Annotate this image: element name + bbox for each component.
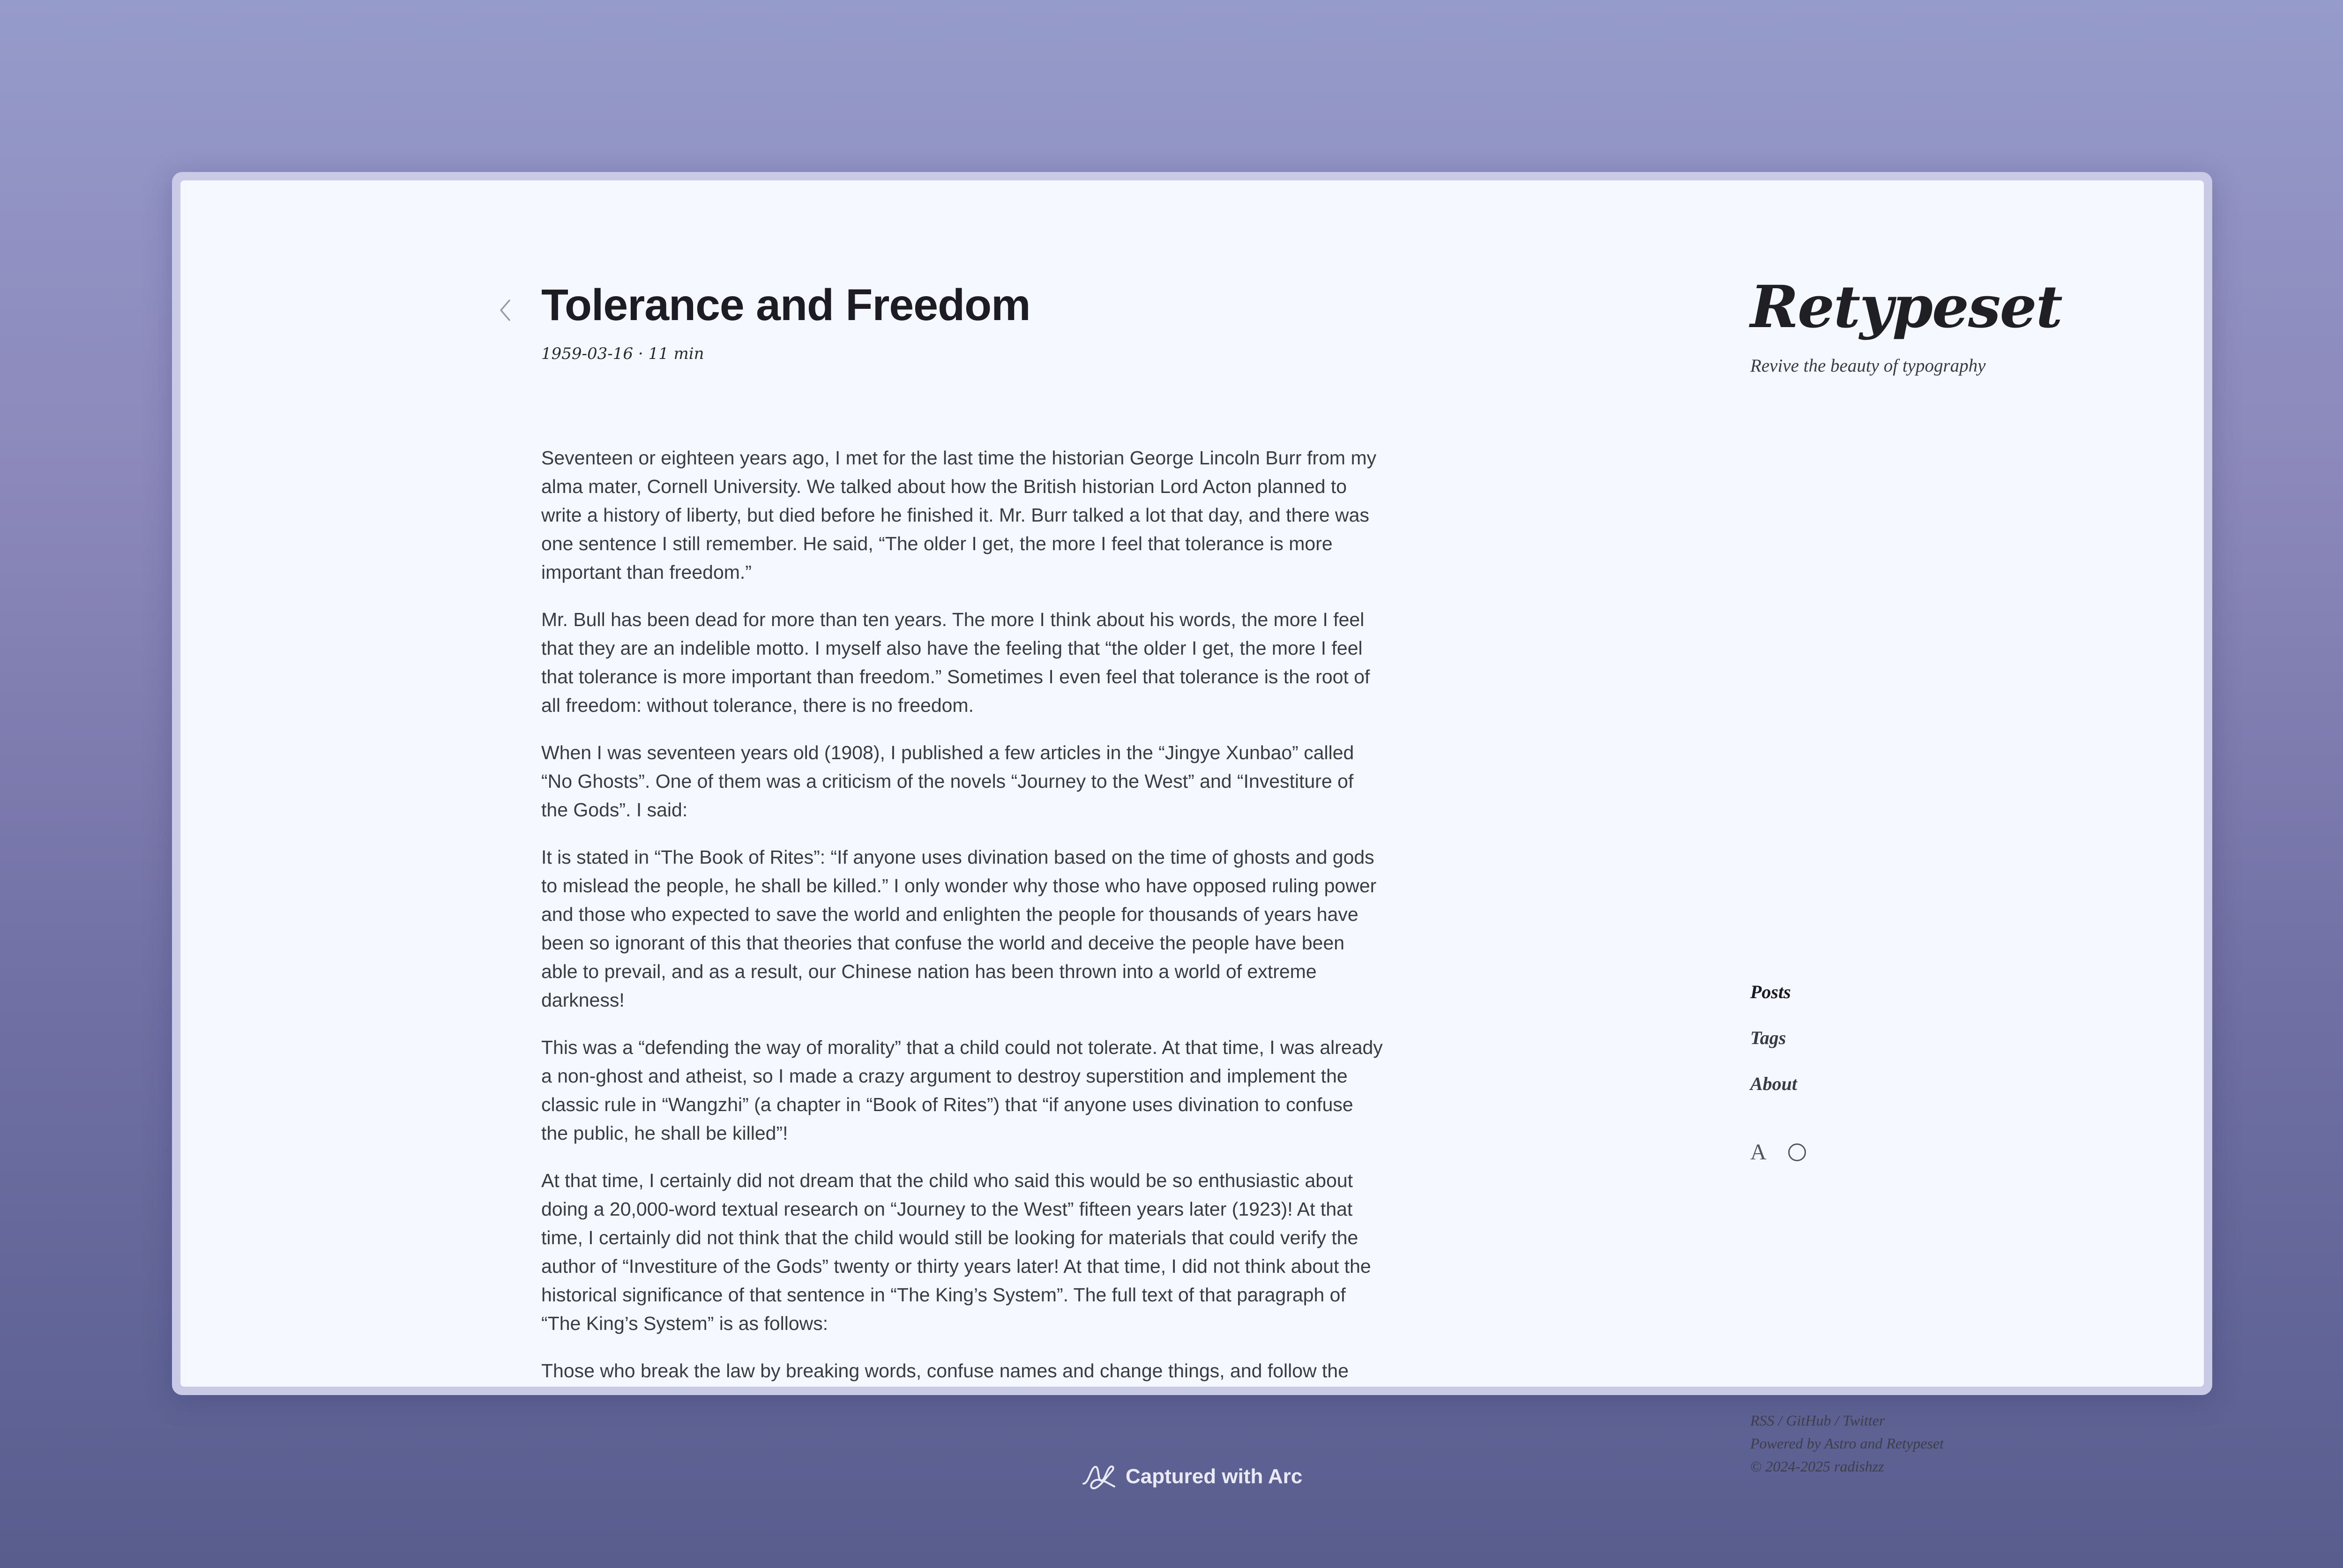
article-paragraph: Those who break the law by breaking words, confuse names and change things, and follow the xyxy=(541,1360,1349,1381)
article-paragraph: It is stated in “The Book of Rites”: “If anyone uses divination based on the time of ghosts and gods to mislead the people, he shall be killed.” I only wonder why those who have opposed ruling power and those who expected to save the world and enlighten the people for thousands of years have been so ignorant of this that theories that confuse the world and deceive the people have been able to prevail, and as a result, our Chinese nation has been thrown into a world of extreme darkness! xyxy=(541,846,1377,1011)
post-title: Tolerance and Freedom xyxy=(541,280,1030,330)
article-body xyxy=(541,444,1385,1404)
site-tagline: Revive the beauty of typography xyxy=(1750,356,1986,376)
back-button[interactable] xyxy=(492,294,520,327)
arc-capture-caption xyxy=(1081,1462,1302,1491)
footer-link-twitter[interactable]: Twitter xyxy=(1843,1412,1885,1429)
nav-item-posts[interactable]: Posts xyxy=(1750,981,1791,1002)
post-meta: 1959-03-16 · 11 min xyxy=(541,344,704,363)
site-nav xyxy=(1750,978,1797,1116)
caption-text: Captured with Arc xyxy=(1126,1465,1303,1488)
article-paragraph: At that time, I certainly did not dream that the child who said this would be so enthusiastic about doing a 20,000-word textual research on “Journey to the West” fifteen years later (1923)! At that time, I certainly did not think that the child would still be looking for materials that could verify the author of “Investiture of the Gods” twenty or thirty years later! At that time, I did not think about the historical significance of that sentence in “The King’s System”. The full text of that paragraph of “The King’s System” is as follows: xyxy=(541,1170,1371,1334)
footer-links xyxy=(1750,1409,1944,1432)
chevron-left-icon xyxy=(492,294,520,327)
footer-separator: / xyxy=(1774,1412,1786,1429)
article-paragraph: Mr. Bull has been dead for more than ten years. The more I think about his words, the more I feel that they are an indelible motto. I myself also have the feeling that “the older I get, the more I feel that tolerance is more important than freedom.” Sometimes I even feel that tolerance is the root of all freedom: without tolerance, there is no freedom. xyxy=(541,609,1370,716)
site-tools xyxy=(1750,1139,1806,1165)
theme-toggle-icon[interactable] xyxy=(1788,1143,1806,1161)
page xyxy=(180,180,2204,1475)
article-paragraph: When I was seventeen years old (1908), I published a few articles in the “Jingye Xunbao” called “No Ghosts”. One of them was a criticism of the novels “Journey to the West” and “Investiture of the Gods”. I said: xyxy=(541,742,1354,821)
footer-copyright: © 2024-2025 radishzz xyxy=(1750,1458,1884,1475)
site-footer xyxy=(1750,1409,1944,1478)
article-paragraph: Seventeen or eighteen years ago, I met for the last time the historian George Lincoln Burr from my alma mater, Cornell University. We talked about how the British historian Lord Acton planned to write a history of liberty, but died before he finished it. Mr. Burr talked a lot that day, and there was one sentence I still remember. He said, “The older I get, the more I feel that tolerance is more important than freedom.” xyxy=(541,447,1377,583)
article-paragraph: This was a “defending the way of morality” that a child could not tolerate. At that time, I was already a non-ghost and atheist, so I made a crazy argument to destroy superstition and implement the classic rule in “Wangzhi” (a chapter in “Book of Rites”) that “if anyone uses divination to confuse the public, he shall be killed”! xyxy=(541,1037,1383,1144)
nav-item-about[interactable]: About xyxy=(1750,1073,1798,1094)
nav-item-tags[interactable]: Tags xyxy=(1750,1027,1786,1048)
font-toggle-button[interactable]: A xyxy=(1750,1140,1767,1165)
browser-window xyxy=(172,172,2212,1475)
footer-powered: Powered by Astro and Retypeset xyxy=(1750,1435,1944,1452)
footer-link-github[interactable]: GitHub xyxy=(1786,1412,1831,1429)
arc-logo-icon xyxy=(1081,1462,1117,1491)
site-logo[interactable]: Retypeset xyxy=(1750,273,2062,341)
footer-link-rss[interactable]: RSS xyxy=(1750,1412,1775,1429)
footer-separator: / xyxy=(1831,1412,1843,1429)
